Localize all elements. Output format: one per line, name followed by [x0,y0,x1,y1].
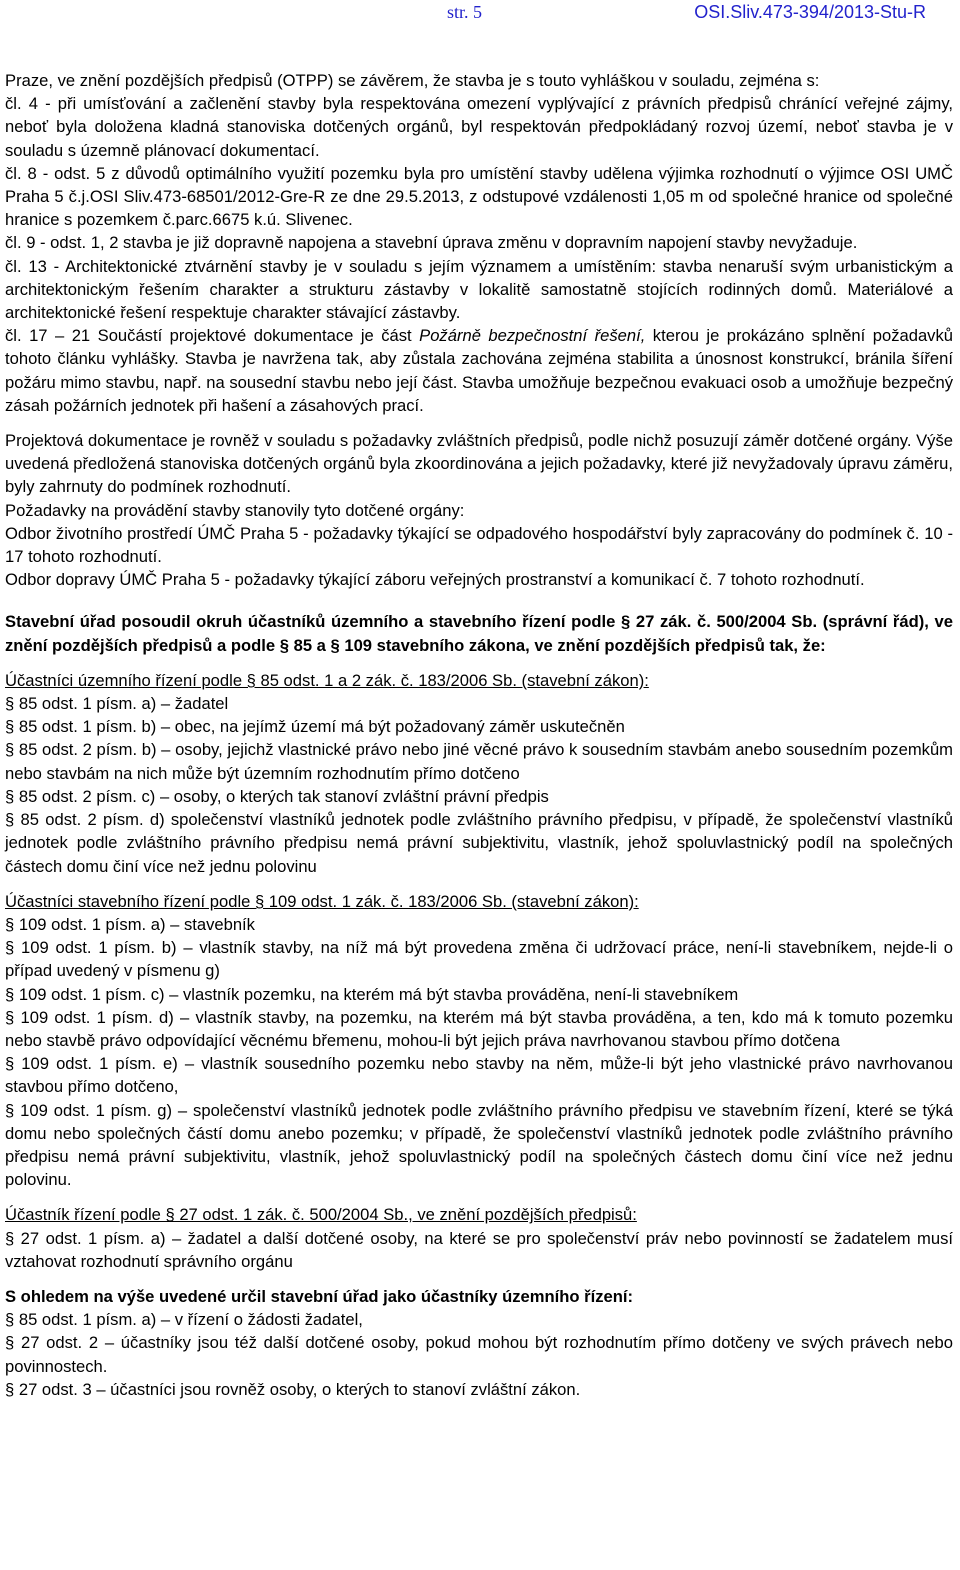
paragraph-intro: Praze, ve znění pozdějších předpisů (OTPP) se závěrem, že stavba je s touto vyhláškou v souladu, zejména s: [5,71,820,90]
list-item: § 85 odst. 1 písm. b) – obec, na jejímž území má být požadovaný záměr uskutečněn [5,717,625,737]
list-item: § 27 odst. 2 – účastníky jsou též další dotčené osoby, pokud mohou být rozhodnutím přímo dotčeny ve svých právech nebo povinnostech. [5,1333,953,1376]
paragraph-cl17 [5,324,953,417]
heading-territorial-participants: Účastníci územního řízení podle § 85 odst. 1 a 2 zák. č. 183/2006 Sb. (stavební zákon): [5,670,649,690]
paragraph-cl17-end: kterou je prokázáno splnění požadavků tohoto článku vyhlášky. Stavba je navržena tak, aby zůstala zachována zejména stabilita a únosnost konstrukcí, bránila šíření požáru mimo stavbu, např. na sousední stavbu nebo její část. Stavba umožňuje bezpečnou evakuaci osob a umožňuje bezpečný zásah požárních jednotek při hašení a zásahových prací. [5,326,953,415]
fire-safety-title: Požárně bezpečnostní řešení, [419,326,646,346]
paragraph-environment-dept: Odbor životního prostředí ÚMČ Praha 5 - požadavky týkající se odpadového hospodářství byly zapracovány do podmínek č. 10 - 17 tohoto rozhodnutí. [5,523,953,567]
heading-determined-participants: S ohledem na výše uvedené určil stavební úřad jako účastníky územního řízení: [5,1286,633,1306]
page-number: str. 5 [447,2,483,22]
list-item: § 109 odst. 1 písm. c) – vlastník pozemku, na kterém má být stavba prováděna, není-li stavebníkem [5,984,739,1004]
list-item: § 109 odst. 1 písm. g) – společenství vlastníků jednotek podle zvláštního právního předpisu ve stavebním řízení, které se týká domu nebo společných částí domu anebo pozemku; v případě, že společenství vlastníků jednotek podle zvláštního právního předpisu nemá právní subjektivitu, vlastník, jehož spoluvlastnický podíl na společných částech domu činí více než jednu polovinu. [5,1100,953,1190]
list-item: § 109 odst. 1 písm. d) – vlastník stavby, na pozemku, na kterém má být stavba prováděna, a ten, kdo má k tomuto pozemku nebo stavbě právo odpovídající věcnému břemenu, mohou-li být jejich práva navrhovanou stavbou přímo dotčena [5,1007,953,1050]
paragraph-transport-dept: Odbor dopravy ÚMČ Praha 5 - požadavky týkající záboru veřejných prostranství a komunikací č. 7 tohoto rozhodnutí. [5,570,865,590]
list-item: § 27 odst. 3 – účastníci jsou rovněž osoby, o kterých to stanoví zvláštní zákon. [5,1379,581,1399]
paragraph-compliance: Projektová dokumentace je rovněž v souladu s požadavky zvláštních předpisů, podle nichž posuzují záměr dotčené orgány. Výše uvedená předložená stanoviska dotčených orgánů byla zkoordinována a jejich požadavky, které již nevyžadovaly úpravu záměru, byly zahrnuty do podmínek rozhodnutí. [5,431,953,497]
paragraph-cl9: čl. 9 - odst. 1, 2 stavba je již dopravně napojena a stavební úprava změnu v dopravním napojení stavby nevyžaduje. [5,233,858,253]
list-item: § 85 odst. 2 písm. d) společenství vlastníků jednotek podle zvláštního právního předpisu, v případě, že společenství vlastníků jednotek podle zvláštního právního předpisu nemá právní subjektivitu, vlastník, jehož spoluvlastnický podíl na společných částech domu činí více než jednu polovinu [5,810,953,876]
list-item: § 27 odst. 1 písm. a) – žadatel a další dotčené osoby, na které se pro společenství práv nebo povinností se žadatelem musí vztahovat rozhodnutí správního orgánu [5,1228,953,1271]
list-item: § 85 odst. 1 písm. a) – v řízení o žádosti žadatel, [5,1310,363,1330]
document-body [5,69,953,1401]
heading-building-participants: Účastníci stavebního řízení podle § 109 odst. 1 zák. č. 183/2006 Sb. (stavební zákon): [5,891,639,911]
list-item: § 109 odst. 1 písm. a) – stavebník [5,914,255,934]
paragraph-cl4: čl. 4 - při umísťování a začlenění stavby byla respektována omezení vyplývající z právních předpisů chránící veřejné zájmy, neboť byla doložena kladná stanoviska dotčených orgánů, byl respektován předpokládaný rozvoj území, neboť stavba je v souladu s územně plánovací dokumentací. [5,94,953,160]
page-header [0,2,960,24]
list-item: § 85 odst. 1 písm. a) – žadatel [5,694,229,714]
paragraph-participants-intro: Stavební úřad posoudil okruh účastníků územního a stavebního řízení podle § 27 zák. č. 500/2004 Sb. (správní řád), ve znění pozdějších předpisů a podle § 85 a § 109 stavebního zákona, ve znění pozdějších předpisů tak, že: [5,612,953,655]
paragraph-cl8: čl. 8 - odst. 5 z důvodů optimálního využití pozemku byla pro umístění stavby udělena výjimka rozhodnutí o výjimce OSI UMČ Praha 5 č.j.OSI Sliv.473-68501/2012-Gre-R ze dne 29.5.2013, z odstupové vzdálenosti 1,05 m od společné hranice od společné hranice s pozemkem č.parc.6675 k.ú. Slivenec. [5,163,953,230]
paragraph-cl13: čl. 13 - Architektonické ztvárnění stavby je v souladu s jejím významem a umístěním: stavba nenaruší svým urbanistickým a architektonickým řešením charakter a strukturu zástavby v lokalitě samostatně stojících rodinných domů. Materiálové a architektonické řešení respektuje charakter stávající zástavby. [5,256,953,323]
list-item: § 85 odst. 2 písm. b) – osoby, jejichž vlastnické právo nebo jiné věcné právo k sousedním stavbám anebo sousedním pozemkům nebo stavbám na nich může být územním rozhodnutím přímo dotčeno [5,740,953,783]
document-reference: OSI.Sliv.473-394/2013-Stu-R [694,2,926,22]
paragraph-requirements: Požadavky na provádění stavby stanovily tyto dotčené orgány: [5,500,465,520]
list-item: § 85 odst. 2 písm. c) – osoby, o kterých tak stanoví zvláštní právní předpis [5,786,549,806]
heading-procedure-participant: Účastník řízení podle § 27 odst. 1 zák. č. 500/2004 Sb., ve znění pozdějších předpisů: [5,1205,637,1225]
list-item: § 109 odst. 1 písm. b) – vlastník stavby, na níž má být provedena změna či udržovací práce, není-li stavebníkem, nejde-li o případ uvedený v písmenu g) [5,938,953,981]
list-item: § 109 odst. 1 písm. e) – vlastník sousedního pozemku nebo stavby na něm, může-li být jeho vlastnické právo navrhovanou stavbou přímo dotčeno, [5,1054,953,1097]
paragraph-cl17-start: čl. 17 – 21 Součástí projektové dokumentace je část [5,326,420,346]
